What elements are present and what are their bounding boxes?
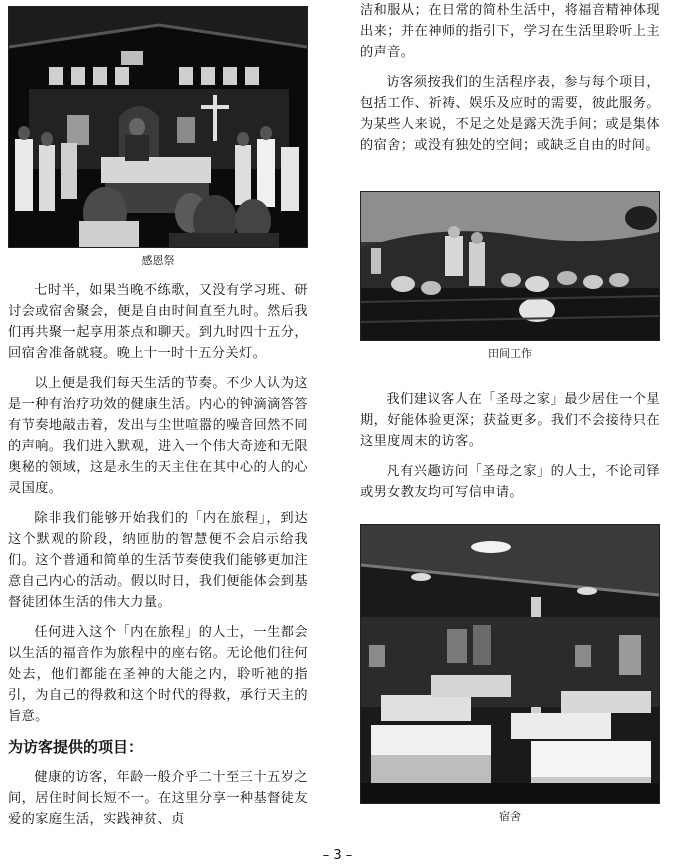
- section-heading-visitors: 为访客提供的项目：: [8, 738, 144, 756]
- left-column: [8, 6, 308, 839]
- photo-mass: [8, 6, 308, 248]
- paragraph-gospel-motto: 任何进入这个「内在旅程」的人士，一生都会以生活的福音作为旅程中的座右铭。无论他们往何处去，他们都能在圣神的大能之内，聆听祂的指引，为自己的得救和这个时代的得救，承行天主的旨意。: [8, 625, 308, 724]
- paragraph-visitor-intro: 健康的访客，年龄一般介乎二十至三十五岁之间，居住时间长短不一。在这里分享一种基督徒友爱的家庭生活，实践神贫、贞: [8, 770, 308, 827]
- paragraph-visitor-continued: 洁和服从；在日常的简朴生活中，将福音精神体现出来；并在神师的指引下，学习在生活里聆听上主的声音。: [360, 3, 660, 60]
- paragraph-inner-journey: 除非我们能够开始我们的「内在旅程」，到达这个默观的阶段，纳匝肋的智慧便不会启示给我们。这个普通和简单的生活节奏使我们能够更加注意自己内心的活动。假以时日，我们便能体会到基督徒团体生活的伟大力量。: [8, 511, 308, 610]
- right-column: [360, 0, 660, 824]
- paragraph-stay-length: 我们建议客人在「圣母之家」最少居住一个星期，好能体验更深；获益更多。我们不会接待只在这里度周末的访客。: [360, 392, 660, 449]
- photo-dormitory: [360, 524, 660, 804]
- photo-dormitory-caption: 宿舍: [499, 810, 521, 823]
- paragraph-visitor-schedule: 访客须按我们的生活程序表，参与每个项目，包括工作、祈祷、娱乐及应时的需要，彼此服务。为某些人来说，不足之处是露天洗手间；或是集体的宿舍；或没有独处的空间；或缺乏自由的时间。: [360, 75, 660, 153]
- paragraph-evening-schedule: 七时半，如果当晚不练歌，又没有学习班、研讨会或宿舍聚会，便是自由时间直至九时。然后我们再共聚一起享用茶点和聊天。到九时四十五分，回宿舍准备就寝。晚上十一时十五分关灯。: [8, 283, 308, 361]
- photo-mass-caption: 感恩祭: [141, 254, 175, 267]
- page-number: – 3 –: [322, 848, 353, 863]
- field-work-photo-image: [361, 192, 659, 340]
- paragraph-apply: 凡有兴趣访问「圣母之家」的人士，不论司铎或男女教友均可写信申请。: [360, 464, 660, 500]
- dormitory-photo-image: [361, 525, 659, 803]
- paragraph-daily-rhythm: 以上便是我们每天生活的节奏。不少人认为这是一种有治疗功效的健康生活。内心的钟滴滴答答有节奏地敲击着，发出与尘世喧嚣的噪音回然不同的声响。我们进入默观，进入一个伟大奇迹和无限奥秘的领域，这是永生的天主住在其中心的人的心灵国度。: [8, 376, 308, 496]
- photo-field-work-caption: 田间工作: [488, 347, 532, 360]
- mass-photo-image: [9, 7, 307, 247]
- photo-field-work: [360, 191, 660, 341]
